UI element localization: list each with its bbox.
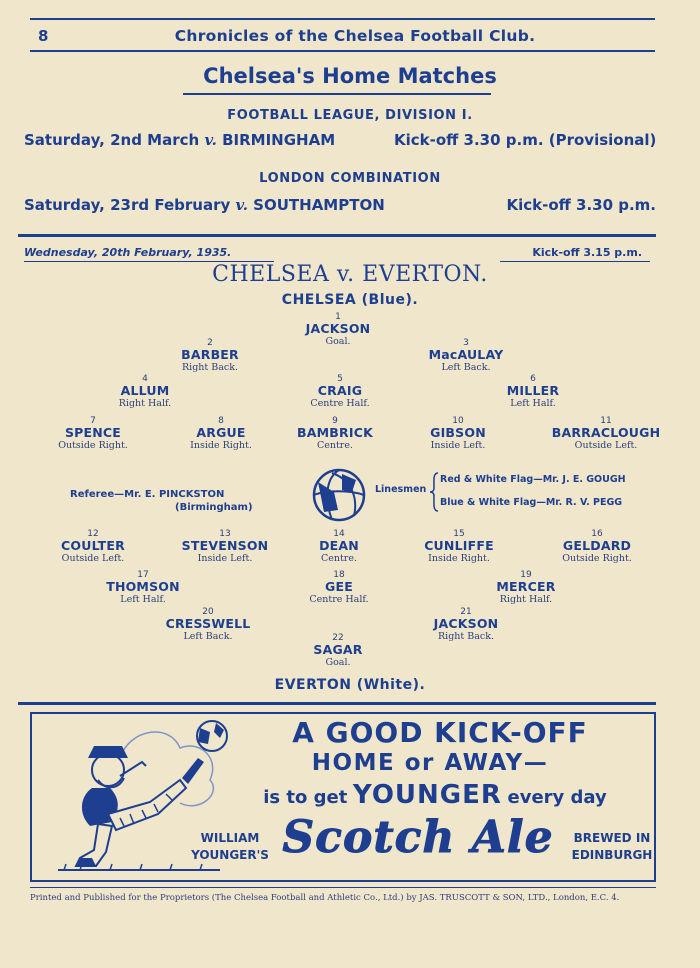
advert-line3-post: every day (507, 787, 607, 808)
advert-left-text: WILLIAM YOUNGER'S (191, 831, 269, 862)
linesman-red-white: Red & White Flag—Mr. J. E. GOUGH (440, 474, 626, 485)
footer-rule (30, 887, 656, 888)
player-chelsea: 6 MILLER Left Half. (506, 374, 560, 409)
fixture-opponent: BIRMINGHAM (222, 131, 336, 149)
player-everton: 20 CRESSWELL Left Back. (165, 607, 251, 642)
player-everton: 14 DEAN Centre. (319, 529, 359, 564)
player-chelsea: 10 GIBSON Inside Left. (430, 416, 486, 451)
competition-label: FOOTBALL LEAGUE, DIVISION I. (227, 108, 473, 123)
player-chelsea: 9 BAMBRICK Centre. (297, 416, 373, 451)
player-chelsea: 5 CRAIG Centre Half. (310, 374, 370, 409)
player-chelsea: 8 ARGUE Inside Right. (190, 416, 252, 451)
printer-imprint: Printed and Published for the Proprietors (The Chelsea Football and Athletic Co., Ltd.) by JAS. TRUSCOTT & SON, LTD., London, E.C. 4. (30, 893, 620, 903)
linesmen-label: Linesmen (375, 484, 427, 495)
competition-label: LONDON COMBINATION (259, 171, 441, 186)
match-kickoff: Kick-off 3.15 p.m. (532, 246, 642, 259)
fixture-kickoff: Kick-off 3.30 p.m. (506, 196, 656, 214)
player-chelsea: 4 ALLUM Right Half. (118, 374, 172, 409)
fixture-vs: v. (235, 196, 248, 214)
fixture-date: Saturday, 23rd February (24, 196, 231, 214)
running-title: Chronicles of the Chelsea Football Club. (174, 27, 536, 45)
header-bottom-rule (30, 50, 655, 52)
brace-icon (429, 472, 439, 512)
fixture-kickoff: Kick-off 3.30 p.m. (Provisional) (394, 131, 657, 149)
player-everton: 22 SAGAR Goal. (313, 633, 363, 668)
linesman-blue-white: Blue & White Flag—Mr. R. V. PEGG (440, 497, 623, 508)
fixture-row (24, 131, 335, 149)
player-everton: 12 COULTER Outside Left. (61, 529, 125, 564)
fixture-row (24, 196, 385, 214)
match-date: Wednesday, 20th February, 1935. (24, 246, 232, 259)
advert-line2: HOME or AWAY— (311, 750, 549, 776)
player-chelsea: 1 JACKSON Goal. (305, 312, 371, 347)
football-icon (312, 468, 366, 522)
player-everton: 13 STEVENSON Inside Left. (181, 529, 269, 564)
section-rule (18, 702, 656, 705)
advert-right-text: BREWED IN EDINBURGH (571, 831, 653, 862)
advert-line1: A GOOD KICK-OFF (292, 716, 588, 749)
section-rule (18, 234, 656, 237)
advert-product: Scotch Ale (282, 812, 554, 863)
player-everton: 15 CUNLIFFE Inside Right. (424, 529, 494, 564)
heading-underline (183, 93, 491, 95)
page-number: 8 (38, 27, 49, 45)
player-everton: 19 MERCER Right Half. (496, 570, 556, 605)
player-everton: 17 THOMSON Left Half. (106, 570, 180, 605)
player-everton: 18 GEE Centre Half. (309, 570, 369, 605)
home-team-label: CHELSEA (Blue). (281, 292, 419, 308)
player-chelsea: 3 MacAULAY Left Back. (428, 338, 504, 373)
home-matches-heading: Chelsea's Home Matches (203, 64, 497, 88)
fixture-date: Saturday, 2nd March (24, 131, 200, 149)
advert-line3-pre: is to get (263, 787, 348, 808)
player-chelsea: 11 BARRACLOUGH Outside Left. (551, 416, 661, 451)
match-title: CHELSEA v. EVERTON. (212, 262, 488, 287)
referee: Referee—Mr. E. PINCKSTON (70, 489, 225, 500)
player-everton: 16 GELDARD Outside Right. (562, 529, 632, 564)
fixture-opponent: SOUTHAMPTON (253, 196, 385, 214)
player-chelsea: 7 SPENCE Outside Right. (58, 416, 128, 451)
advert-brand: YOUNGER (352, 780, 502, 810)
fixture-vs: v. (204, 131, 217, 149)
player-everton: 21 JACKSON Right Back. (433, 607, 499, 642)
player-chelsea: 2 BARBER Right Back. (181, 338, 239, 373)
advert-line3 (225, 780, 645, 810)
away-team-label: EVERTON (White). (274, 677, 426, 693)
header-top-rule (30, 18, 655, 20)
referee-town: (Birmingham) (175, 502, 253, 513)
